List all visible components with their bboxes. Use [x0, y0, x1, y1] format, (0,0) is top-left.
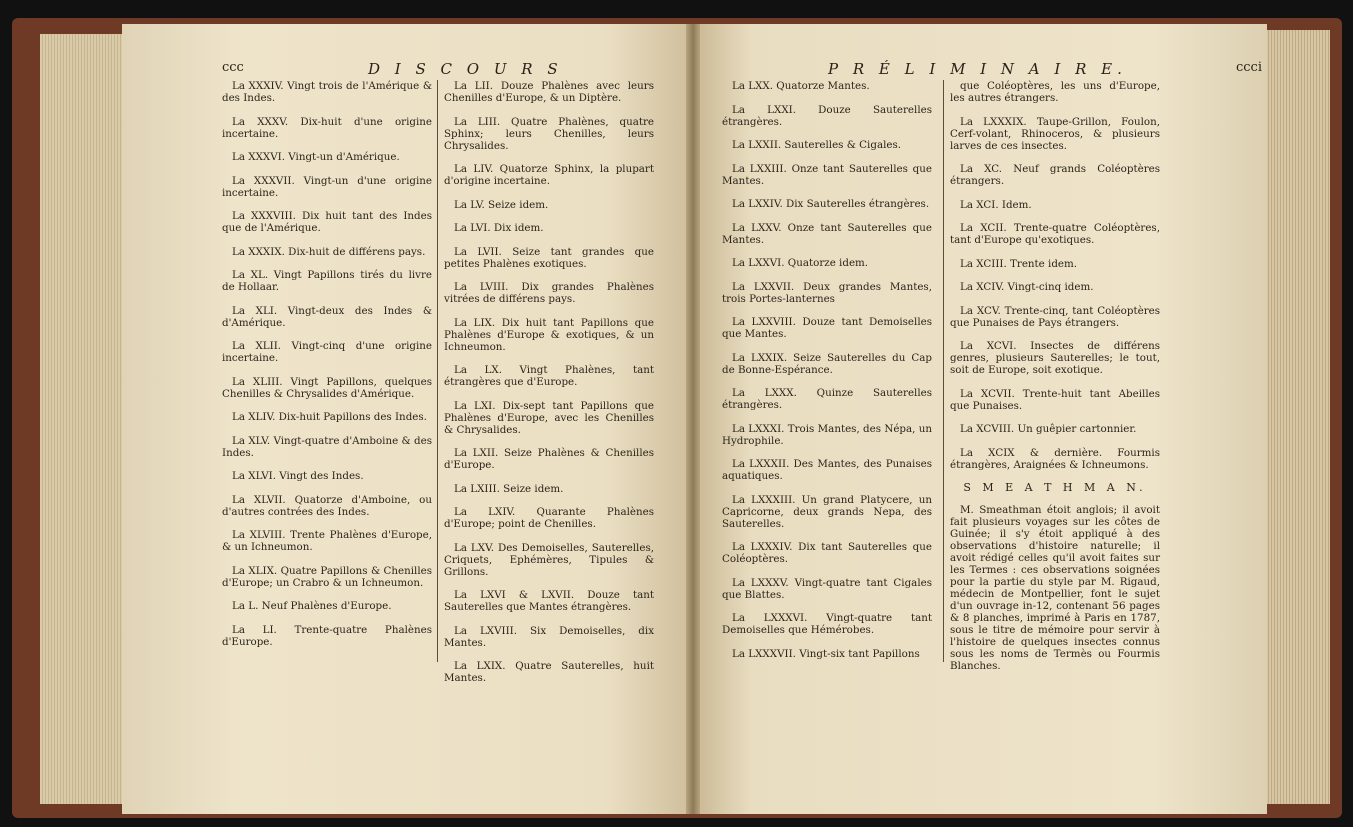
- catalog-entry: La LXXXIII. Un grand Platycere, un Capricorne, deux grands Nepa, des Sauterelles.: [722, 493, 932, 530]
- left-page-number: ccc: [222, 60, 244, 75]
- left-page-edges: [40, 34, 124, 804]
- catalog-entry: La LIII. Quatre Phalènes, quatre Sphinx; leurs Chenilles, leurs Chrysalides.: [444, 115, 654, 152]
- catalog-entry: La LXXXIV. Dix tant Sauterelles que Coléoptères.: [722, 541, 932, 565]
- catalog-entry: La LXVI & LXVII. Douze tant Sauterelles que Mantes étrangères.: [444, 589, 654, 613]
- catalog-entry: La LXVIII. Six Demoiselles, dix Mantes.: [444, 624, 654, 649]
- catalog-entry: La LXXXIX. Taupe-Grillon, Foulon, Cerf-volant, Rhinoceros, & plusieurs larves de ces insectes.: [950, 115, 1160, 152]
- catalog-entry: La XLI. Vingt-deux des Indes & d'Amérique.: [222, 304, 432, 329]
- catalog-entry: La LVIII. Dix grandes Phalènes vitrées de différens pays.: [444, 281, 654, 305]
- catalog-entry: La LIX. Dix huit tant Papillons que Phalènes d'Europe & exotiques, & un Ichneumon.: [444, 316, 654, 353]
- catalog-entry: La LXXXI. Trois Mantes, des Népa, un Hydrophile.: [722, 422, 932, 447]
- catalog-entry: La XXXIX. Dix-huit de différens pays.: [232, 245, 426, 258]
- catalog-entry: La LXXIII. Onze tant Sauterelles que Mantes.: [722, 162, 932, 187]
- catalog-entry: La LXXVIII. Douze tant Demoiselles que Mantes.: [722, 316, 932, 340]
- catalog-entry: La LXXII. Sauterelles & Cigales.: [732, 139, 902, 151]
- catalog-entry: La LXXV. Onze tant Sauterelles que Mantes.: [722, 221, 932, 246]
- catalog-entry: La XLIII. Vingt Papillons, quelques Chenilles & Chrysalides d'Amérique.: [222, 375, 432, 400]
- catalog-entry: La XXXVI. Vingt-un d'Amérique.: [232, 151, 400, 163]
- right-page-number: ccci: [1236, 60, 1262, 75]
- catalog-entry: La LVII. Seize tant grandes que petites Phalènes exotiques.: [444, 245, 654, 270]
- catalog-entry: La LXIII. Seize idem.: [454, 482, 564, 495]
- catalog-entry: La LXXIV. Dix Sauterelles étrangères.: [732, 198, 930, 210]
- catalog-entry: La XXXVII. Vingt-un d'une origine incertaine.: [222, 174, 432, 199]
- catalog-entry: La XXXIV. Vingt trois de l'Amérique & des Indes.: [222, 80, 432, 104]
- right-page-edges: [1266, 30, 1330, 804]
- left-running-head: D I S C O U R S: [368, 60, 563, 78]
- right-running-head: P R É L I M I N A I R E.: [828, 60, 1127, 78]
- catalog-entry: La LV. Seize idem.: [454, 198, 549, 211]
- catalog-entry: La XCII. Trente-quatre Coléoptères, tant d'Europe qu'exotiques.: [950, 222, 1160, 246]
- catalog-entry: La LX. Vingt Phalènes, tant étrangères que d'Europe.: [444, 364, 654, 388]
- catalog-entry: La LXX. Quatorze Mantes.: [732, 80, 870, 92]
- catalog-entry: La XLII. Vingt-cinq d'une origine incertaine.: [222, 340, 432, 364]
- right-column-rule: [943, 80, 944, 662]
- catalog-entry: La LXXVI. Quatorze idem.: [732, 257, 869, 269]
- catalog-entry: La LXXXV. Vingt-quatre tant Cigales que Blattes.: [722, 576, 932, 601]
- catalog-entry: La LXXXVI. Vingt-quatre tant Demoiselles que Hémérobes.: [722, 612, 932, 636]
- catalog-entry: La LIV. Quatorze Sphinx, la plupart d'origine incertaine.: [444, 163, 654, 187]
- catalog-entry: La LXXIX. Seize Sauterelles du Cap de Bonne-Espérance.: [722, 351, 932, 376]
- catalog-entry: La LXXX. Quinze Sauterelles étrangères.: [722, 387, 932, 411]
- catalog-entry: La LXXI. Douze Sauterelles étrangères.: [722, 103, 932, 128]
- catalog-entry: La XLVII. Quatorze d'Amboine, ou d'autres contrées des Indes.: [222, 493, 432, 518]
- catalog-entry: La LXXVII. Deux grandes Mantes, trois Portes-lanternes: [722, 280, 932, 305]
- section-heading: S M E A T H M A N.: [963, 481, 1147, 494]
- catalog-entry: La XLVIII. Trente Phalènes d'Europe, & un Ichneumon.: [222, 529, 432, 553]
- catalog-entry: La XXXVIII. Dix huit tant des Indes que de l'Amérique.: [222, 210, 432, 234]
- catalog-entry: La XLVI. Vingt des Indes.: [232, 470, 364, 482]
- section-text: M. Smeathman étoit anglois; il avoit fait plusieurs voyages sur les côtes de Guinée; il s'y étoit appliqué à des observations d'histoire naturelle; il avoit rédigé celles qu'il avoit faites sur les Termes : ces observations soignées pour la partie du style par M. Rigaud, médecin de Montpellier, font le sujet d'un ouvrage in-12, contenant 56 pages & 8 planches, imprimé à Paris en 1787, sous le titre de mémoire pour servir à l'histoire de quelques insectes connus sous les noms de Termès ou Fourmis Blanches.: [950, 504, 1160, 672]
- catalog-entry: La XLIX. Quatre Papillons & Chenilles d'Europe; un Crabro & un Ichneumon.: [222, 564, 432, 589]
- catalog-entry: La LXV. Des Demoiselles, Sauterelles, Criquets, Ephémères, Tipules & Grillons.: [444, 541, 654, 578]
- catalog-entry: La L. Neuf Phalènes d'Europe.: [232, 600, 392, 612]
- catalog-entry: La LXXXVII. Vingt-six tant Papillons: [732, 647, 920, 660]
- catalog-entry: La LVI. Dix idem.: [454, 222, 544, 234]
- right-column-2-entries: [950, 80, 1160, 471]
- catalog-entry: La LXIV. Quarante Phalènes d'Europe; point de Chenilles.: [444, 506, 654, 530]
- book-gutter: [686, 24, 700, 814]
- catalog-entry: La LXXXII. Des Mantes, des Punaises aquatiques.: [722, 458, 932, 482]
- catalog-entry: La XL. Vingt Papillons tirés du livre de Hollaar.: [222, 269, 432, 293]
- left-column-2: [444, 80, 654, 696]
- catalog-entry: La LI. Trente-quatre Phalènes d'Europe.: [222, 623, 432, 648]
- catalog-entry: La XCIV. Vingt-cinq idem.: [960, 281, 1094, 293]
- catalog-entry: La XCIII. Trente idem.: [960, 257, 1078, 270]
- catalog-entry: La XCVII. Trente-huit tant Abeilles que Punaises.: [950, 387, 1160, 412]
- right-column-1: [722, 80, 932, 671]
- catalog-entry: La XC. Neuf grands Coléoptères étrangers.: [950, 163, 1160, 187]
- catalog-entry: La XCV. Trente-cinq, tant Coléoptères que Punaises de Pays étrangers.: [950, 304, 1160, 329]
- catalog-entry: La LXIX. Quatre Sauterelles, huit Mantes.: [444, 660, 654, 684]
- catalog-entry: La XLV. Vingt-quatre d'Amboine & des Indes.: [222, 434, 432, 459]
- catalog-entry: que Coléoptères, les uns d'Europe, les autres étrangers.: [950, 80, 1160, 104]
- right-column-2: [950, 80, 1160, 672]
- catalog-entry: La LXI. Dix-sept tant Papillons que Phalènes d'Europe, avec les Chenilles & Chrysalides.: [444, 399, 654, 436]
- catalog-entry: La LXII. Seize Phalènes & Chenilles d'Europe.: [444, 447, 654, 471]
- catalog-entry: La XCVI. Insectes de différens genres, plusieurs Sauterelles; le tout, soit de Europe, soit exotique.: [950, 340, 1160, 376]
- catalog-entry: La XLIV. Dix-huit Papillons des Indes.: [232, 411, 427, 423]
- left-column-1: [222, 80, 432, 659]
- catalog-entry: La XXXV. Dix-huit d'une origine incertaine.: [222, 115, 432, 140]
- catalog-entry: La XCVIII. Un guêpier cartonnier.: [960, 423, 1137, 435]
- catalog-entry: La XCIX & dernière. Fourmis étrangères, Araignées & Ichneumons.: [950, 446, 1160, 471]
- catalog-entry: La LII. Douze Phalènes avec leurs Chenilles d'Europe, & un Diptère.: [444, 80, 654, 104]
- left-column-rule: [437, 80, 438, 662]
- catalog-entry: La XCI. Idem.: [960, 198, 1032, 211]
